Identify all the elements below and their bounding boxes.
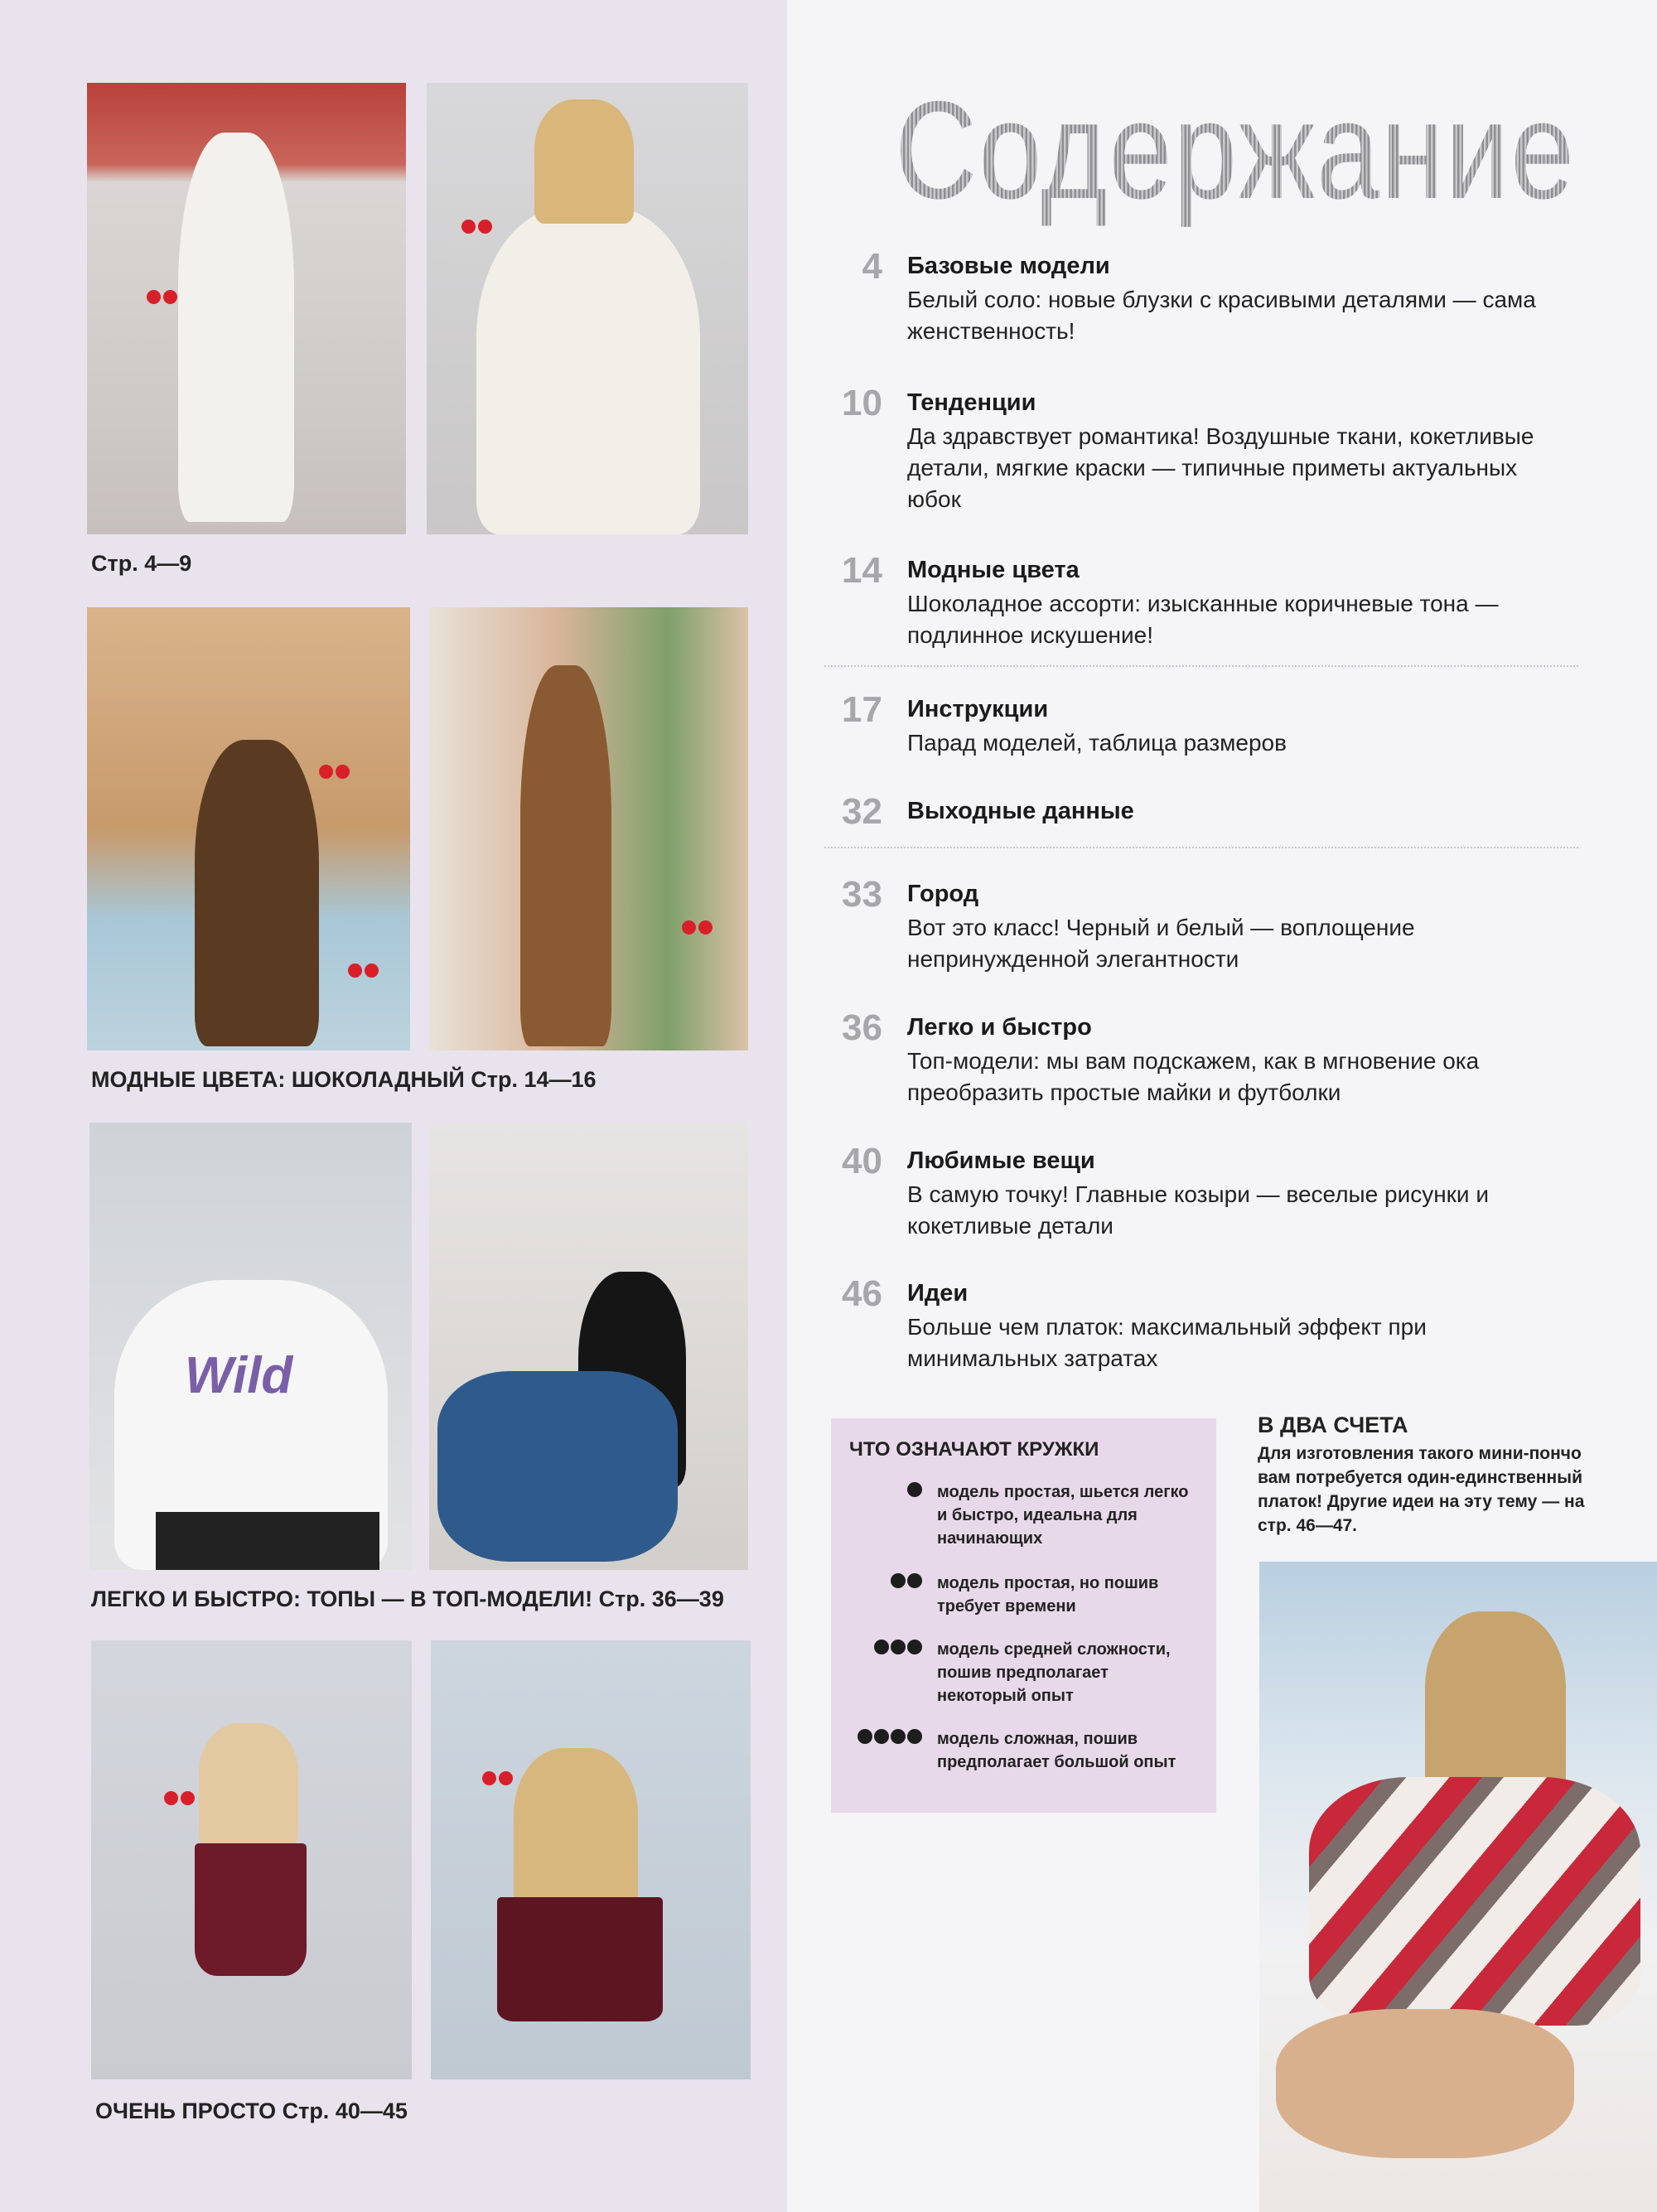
teaser-text: Для изготовления такого мини-пончо вам потребуется один-единственный платок! Другие идеи на эту тему — на стр. 46—47. (1258, 1444, 1585, 1535)
legend-text: модель простая, шьется легко и быстро, идеальна для начинающих (937, 1483, 1189, 1548)
difficulty-dots (164, 1791, 195, 1805)
difficulty-legend (831, 1418, 1216, 1813)
toc-page-number: 14 (842, 550, 882, 591)
difficulty-2-dots-icon (891, 1573, 922, 1588)
photo-white-blouse (427, 83, 748, 534)
toc-description: Шоколадное ассорти: изысканные коричневые тона — подлинное искушение! (907, 591, 1499, 648)
difficulty-dots (682, 920, 713, 935)
photo-brown-jumpsuit (87, 607, 410, 1050)
difficulty-1-dots-icon (907, 1482, 922, 1497)
caption-basic-models: Стр. 4—9 (91, 551, 192, 576)
photo-floral-vest-skirt (91, 1640, 412, 2079)
toc-page-number: 32 (842, 791, 882, 832)
photo-black-top-jeans (429, 1123, 748, 1570)
toc-title: Легко и быстро (907, 1014, 1092, 1041)
toc-page-number: 4 (862, 246, 882, 287)
legend-text: модель простая, но пошив требует времени (937, 1574, 1159, 1616)
toc-page-number: 40 (842, 1141, 882, 1181)
difficulty-4-dots-icon (857, 1729, 922, 1744)
photo-wild-tshirt (89, 1123, 412, 1570)
photo-white-shirt-dress (87, 83, 406, 534)
toc-description: Вот это класс! Черный и белый — воплощение непринужденной элегантности (907, 915, 1415, 972)
toc-description: В самую точку! Главные козыри — веселые рисунки и кокетливые детали (907, 1181, 1489, 1239)
page-title: Содержание (895, 70, 1576, 230)
difficulty-dots (482, 1771, 513, 1785)
difficulty-dots (319, 765, 350, 779)
caption-fashion-colors: МОДНЫЕ ЦВЕТА: ШОКОЛАДНЫЙ Стр. 14—16 (91, 1067, 597, 1092)
legend-text: модель средней сложности, пошив предполагает некоторый опыт (937, 1640, 1171, 1705)
toc-description: Топ-модели: мы вам подскажем, как в мгновение ока преобразить простые майки и футболки (907, 1048, 1480, 1105)
photo-floral-jacket-skirt (431, 1640, 751, 2079)
teaser-heading: В ДВА СЧЕТА (1258, 1413, 1408, 1437)
toc-description: Белый соло: новые блузки с красивыми деталями — сама женственность! (907, 287, 1536, 344)
toc-page-number: 17 (842, 689, 882, 730)
toc-page-number: 10 (842, 383, 882, 423)
toc-title: Город (907, 881, 979, 907)
difficulty-dots (348, 964, 379, 978)
toc-description: Да здравствует романтика! Воздушные ткани, кокетливые детали, мягкие краски — типичные приметы актуальных юбок (907, 423, 1534, 512)
difficulty-dots (147, 290, 177, 304)
toc-title: Базовые модели (907, 253, 1110, 279)
tshirt-print: Wild (185, 1347, 293, 1404)
toc-page-number: 36 (842, 1007, 882, 1048)
toc-page-number: 33 (842, 874, 882, 915)
difficulty-3-dots-icon (874, 1640, 922, 1654)
difficulty-dots (461, 220, 492, 234)
caption-very-easy: ОЧЕНЬ ПРОСТО Стр. 40—45 (95, 2099, 408, 2123)
toc-title: Любимые вещи (907, 1147, 1095, 1174)
legend-text: модель сложная, пошив предполагает большой опыт (937, 1730, 1176, 1771)
dotted-divider (824, 665, 1578, 667)
caption-easy-fast: ЛЕГКО И БЫСТРО: ТОПЫ — В ТОП-МОДЕЛИ! Стр. 36—39 (91, 1587, 724, 1611)
toc-description: Больше чем платок: максимальный эффект при минимальных затратах (907, 1314, 1427, 1371)
photo-poncho-scarf (1259, 1562, 1657, 2212)
toc-title: Модные цвета (907, 557, 1080, 583)
photo-brown-trousers (429, 607, 748, 1050)
dotted-divider (824, 847, 1578, 848)
toc-page-number: 46 (842, 1273, 882, 1314)
legend-title: ЧТО ОЗНАЧАЮТ КРУЖКИ (849, 1438, 1099, 1461)
toc-title: Инструкции (907, 696, 1049, 722)
toc-title: Выходные данные (907, 798, 1134, 824)
toc-title: Идеи (907, 1280, 969, 1306)
toc-title: Тенденции (907, 389, 1036, 416)
toc-description: Парад моделей, таблица размеров (907, 730, 1287, 756)
